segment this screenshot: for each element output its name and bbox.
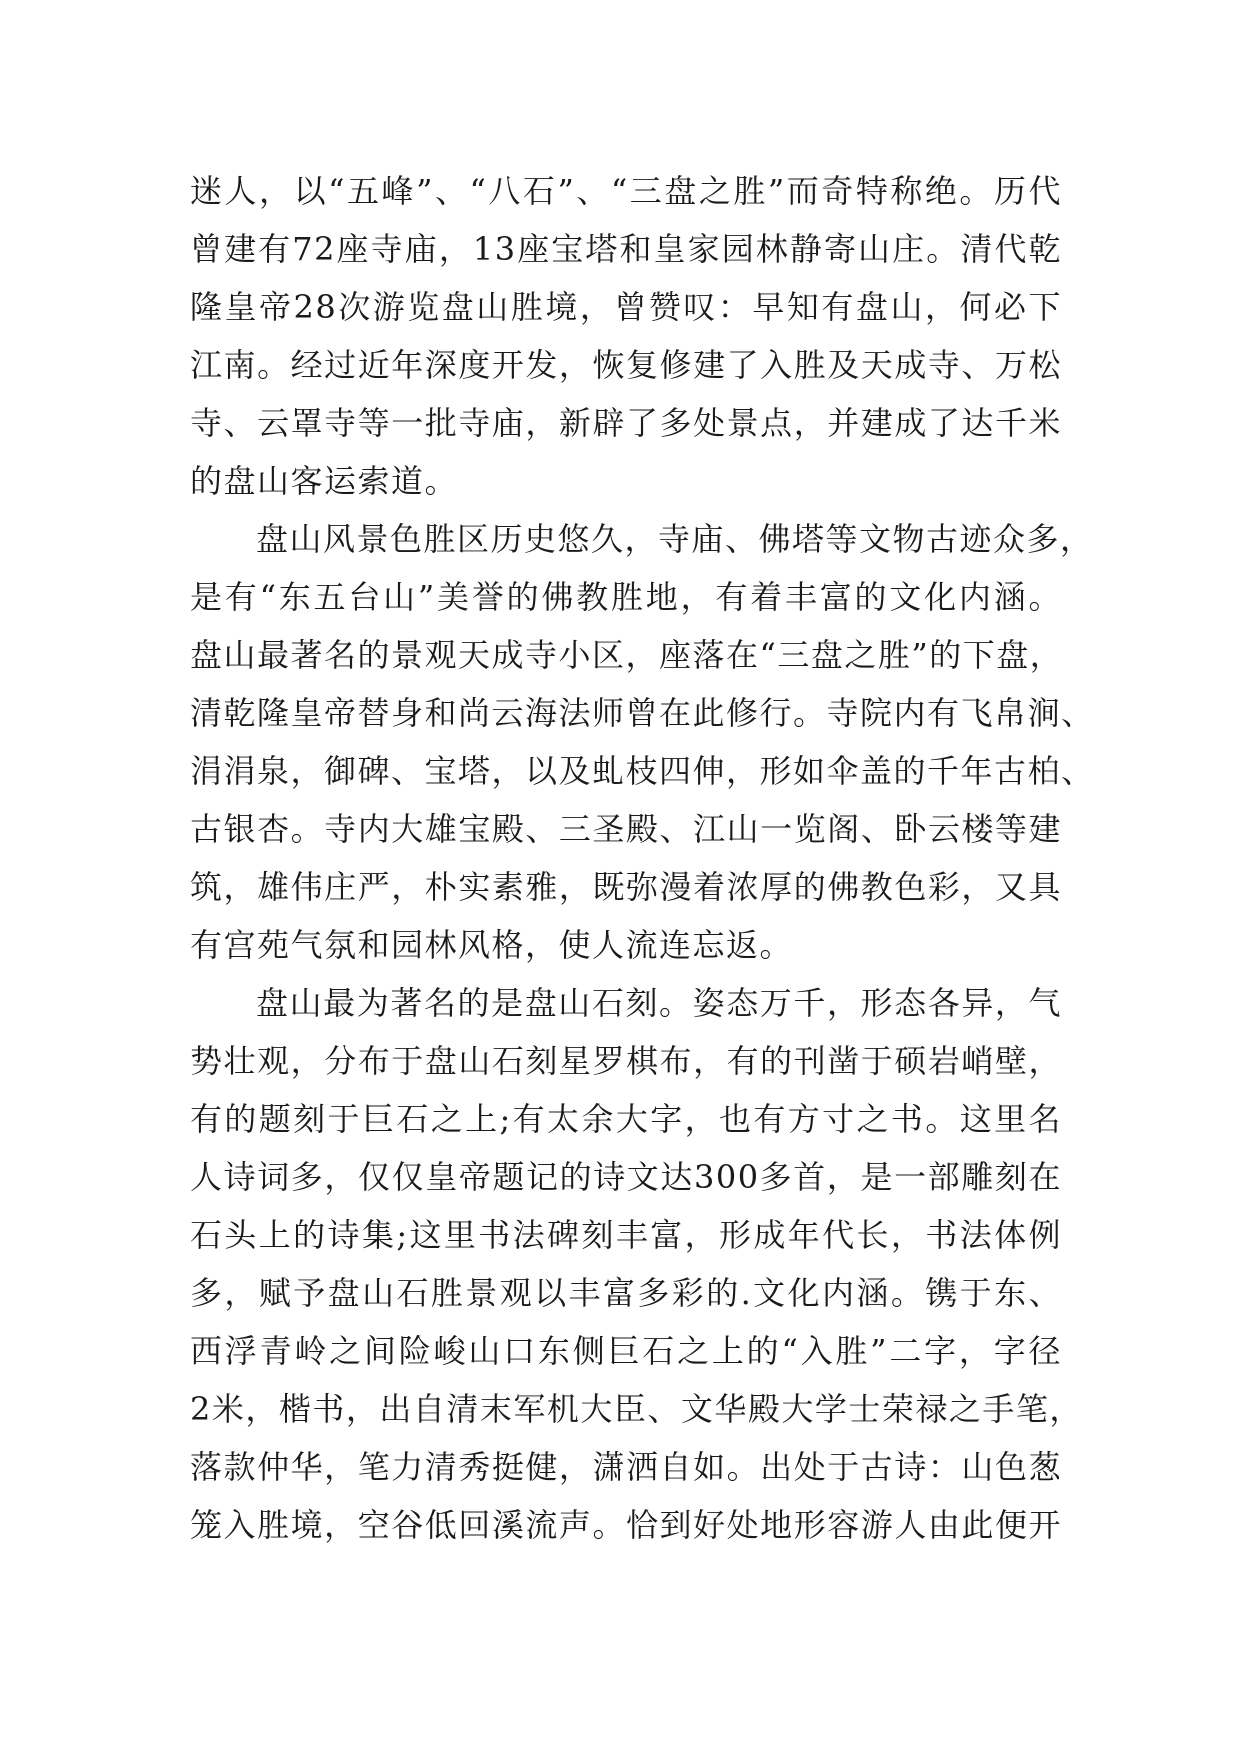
text-line: 2米，楷书，出自清末军机大臣、文华殿大学士荣禄之手笔， xyxy=(190,1390,1083,1428)
document-body xyxy=(190,162,1095,1554)
text-line: 的盘山客运索道。 xyxy=(190,462,459,500)
text-line: 隆皇帝28次游览盘山胜境，曾赞叹：早知有盘山，何必下 xyxy=(190,288,1062,326)
text-line: 笼入胜境，空谷低回溪流声。恰到好处地形容游人由此便开 xyxy=(190,1506,1062,1544)
text-line: 盘山最著名的景观天成寺小区，座落在“三盘之胜”的下盘， xyxy=(190,636,1064,674)
text-line: 盘山最为著名的是盘山石刻。姿态万千，形态各异，气 xyxy=(256,984,1062,1022)
paragraph xyxy=(190,510,1095,974)
paragraph xyxy=(190,162,1062,510)
text-line: 多，赋予盘山石胜景观以丰富多彩的.文化内涵。镌于东、 xyxy=(190,1274,1062,1312)
text-line: 筑，雄伟庄严，朴实素雅，既弥漫着浓厚的佛教色彩，又具 xyxy=(190,868,1062,906)
text-line: 是有“东五台山”美誉的佛教胜地，有着丰富的文化内涵。 xyxy=(190,578,1062,616)
text-line: 江南。经过近年深度开发，恢复修建了入胜及天成寺、万松 xyxy=(190,346,1062,384)
text-line: 寺、云罩寺等一批寺庙，新辟了多处景点，并建成了达千米 xyxy=(190,404,1062,442)
paragraph xyxy=(190,974,1083,1554)
text-line: 涓涓泉，御碑、宝塔，以及虬枝四伸，形如伞盖的千年古柏、 xyxy=(190,752,1095,790)
text-line: 西浮青岭之间险峻山口东侧巨石之上的“入胜”二字，字径 xyxy=(190,1332,1062,1370)
text-line: 落款仲华，笔力清秀挺健，潇洒自如。出处于古诗：山色葱 xyxy=(190,1448,1062,1486)
text-line: 曾建有72座寺庙，13座宝塔和皇家园林静寄山庄。清代乾 xyxy=(190,230,1062,268)
text-line: 清乾隆皇帝替身和尚云海法师曾在此修行。寺院内有飞帛涧、 xyxy=(190,694,1095,732)
text-line: 有的题刻于巨石之上;有太余大字，也有方寸之书。这里名 xyxy=(190,1100,1062,1138)
text-line: 人诗词多，仅仅皇帝题记的诗文达300多首，是一部雕刻在 xyxy=(190,1158,1062,1196)
text-line: 势壮观，分布于盘山石刻星罗棋布，有的刊凿于硕岩峭壁， xyxy=(190,1042,1062,1080)
text-line: 有宫苑气氛和园林风格，使人流连忘返。 xyxy=(190,926,794,964)
text-line: 盘山风景色胜区历史悠久，寺庙、佛塔等文物古迹众多， xyxy=(256,520,1094,558)
text-line: 古银杏。寺内大雄宝殿、三圣殿、江山一览阁、卧云楼等建 xyxy=(190,810,1062,848)
text-line: 石头上的诗集;这里书法碑刻丰富，形成年代长，书法体例 xyxy=(190,1216,1062,1254)
text-line: 迷人，以“五峰”、“八石”、“三盘之胜”而奇特称绝。历代 xyxy=(190,172,1062,210)
